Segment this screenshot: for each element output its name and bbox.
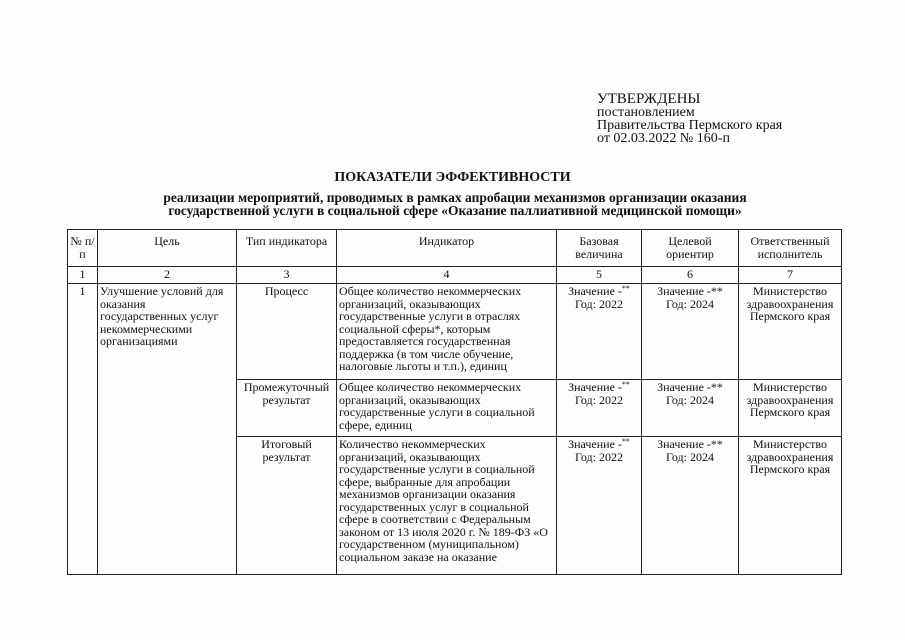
- approval-stamp: [597, 93, 782, 145]
- indicator-text: Общее количество некоммерческих организаций, оказывающих государственные услуги в отраслях социальной сферы*, которым предоставляется государственная поддержка (в том числе обучение, налоговые льготы и т.п.), единиц: [337, 284, 557, 380]
- column-number: 2: [98, 267, 237, 284]
- executor: Министерство здравоохранения Пермского края: [739, 380, 842, 437]
- target-value-label: Значение -: [657, 380, 711, 394]
- base-value-label: Значение -: [568, 380, 622, 394]
- base-year: Год: 2022: [575, 392, 623, 407]
- column-number: 7: [739, 267, 842, 284]
- target-year: Год: 2024: [666, 296, 714, 311]
- indicator-text: Количество некоммерческих организаций, оказывающих государственные услуги в социальной сфере, выбранные для апробации механизмов организации оказания государственных услуг в социальной сфере в соответствии с Федеральным законом от 13 июля 2020 г. № 189-ФЗ «О государственном (муниципальном) социальном заказе на оказание: [337, 437, 557, 575]
- approval-line-date: от 02.03.2022 № 160-п: [597, 131, 730, 146]
- header-executor: Ответственный исполнитель: [739, 230, 842, 267]
- base-year: Год: 2022: [575, 449, 623, 464]
- header-goal: Цель: [98, 230, 237, 267]
- target-year: Год: 2024: [666, 449, 714, 464]
- base-value: [557, 284, 642, 380]
- header-target: Целевой ориентир: [642, 230, 739, 267]
- footnote-mark: **: [621, 380, 630, 389]
- base-value: [557, 380, 642, 437]
- table-header-row: [68, 230, 842, 267]
- row-number: 1: [68, 284, 98, 575]
- header-base-value: Базовая величина: [557, 230, 642, 267]
- executor: Министерство здравоохранения Пермского края: [739, 437, 842, 575]
- footnote-mark: **: [621, 284, 630, 293]
- column-number: 6: [642, 267, 739, 284]
- approval-line-decree: постановлением: [597, 105, 695, 120]
- document-title: ПОКАЗАТЕЛИ ЭФФЕКТИВНОСТИ: [334, 170, 571, 185]
- indicator-text: Общее количество некоммерческих организаций, оказывающих государственные услуги в социальной сфере, единиц: [337, 380, 557, 437]
- header-indicator-type: Тип индикатора: [237, 230, 337, 267]
- header-indicator: Индикатор: [337, 230, 557, 267]
- base-value: [557, 437, 642, 575]
- footnote-mark: **: [621, 437, 630, 446]
- approval-line-government: Правительства Пермского края: [597, 118, 783, 133]
- indicators-table: [67, 229, 842, 575]
- goal-cell: Улучшение условий для оказания государственных услуг некоммерческими организациями: [98, 284, 237, 575]
- target-year: Год: 2024: [666, 392, 714, 407]
- header-number: № п/п: [68, 230, 98, 267]
- approval-title: УТВЕРЖДЕНЫ: [597, 91, 701, 107]
- column-number: 4: [337, 267, 557, 284]
- document-subtitle: реализации мероприятий, проводимых в рамках апробации механизмов организации оказания государственной услуги в социальной сфере «Оказание паллиативной медицинской помощи»: [163, 190, 747, 218]
- table-row: [68, 284, 842, 380]
- column-number: 3: [237, 267, 337, 284]
- base-year: Год: 2022: [575, 296, 623, 311]
- target-value: [642, 437, 739, 575]
- executor: Министерство здравоохранения Пермского края: [739, 284, 842, 380]
- indicator-type: Промежуточный результат: [237, 380, 337, 437]
- footnote-mark: **: [710, 437, 723, 451]
- target-value-label: Значение -: [657, 437, 711, 451]
- target-value: [642, 380, 739, 437]
- column-number: 5: [557, 267, 642, 284]
- indicator-type: Итоговый результат: [237, 437, 337, 575]
- target-value: [642, 284, 739, 380]
- footnote-mark: **: [710, 284, 723, 298]
- column-number: 1: [68, 267, 98, 284]
- column-number-row: [68, 267, 842, 284]
- base-value-label: Значение -: [568, 284, 622, 298]
- target-value-label: Значение -: [657, 284, 711, 298]
- base-value-label: Значение -: [568, 437, 622, 451]
- indicator-type: Процесс: [237, 284, 337, 380]
- footnote-mark: **: [710, 380, 723, 394]
